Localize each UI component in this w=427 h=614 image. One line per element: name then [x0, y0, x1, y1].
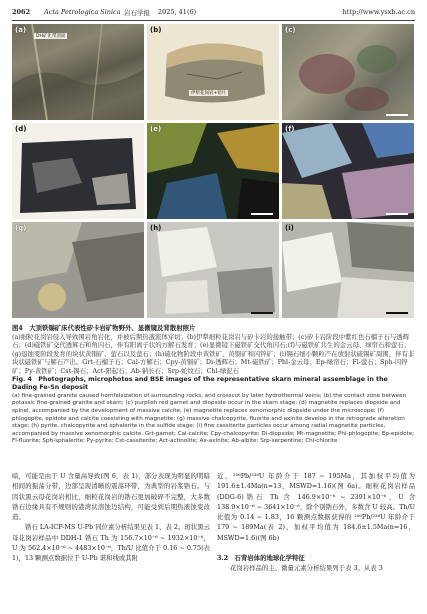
figure-panel-f	[282, 123, 414, 219]
figure-panel-b	[147, 24, 279, 120]
scale-bar	[386, 312, 408, 314]
panel-label-a: (a)	[15, 26, 27, 34]
scale-bar	[386, 114, 408, 116]
hand-specimen-image	[147, 24, 279, 120]
journal-name: Acta Petrologica Sinica	[44, 8, 121, 16]
rock-outcrop-image	[12, 24, 144, 120]
journal-url[interactable]: http://www.ysxb.ac.cn	[342, 8, 415, 16]
header-rule	[12, 20, 415, 21]
panel-label-g: (g)	[15, 224, 27, 232]
panel-label-d: (d)	[15, 125, 27, 133]
scale-bar	[251, 312, 273, 314]
page-number: 2062	[12, 8, 31, 16]
microphoto-magnetite-image	[147, 123, 279, 219]
figure-panel-e	[147, 123, 279, 219]
panel-label-f: (f)	[285, 125, 295, 133]
body-paragraph: 近，²⁰⁶Pb/²³⁸U 年龄介于 187 ~ 195Ma，其加权平均值为 191.6±1.4Ma(n=13，MSWD=1.16)(图 6a)。细粒花岗岩样品(DDG-6)锆石 Th 含 146.9×10⁻⁶ ~ 2391×10⁻⁶，U 含 138.9×10⁻⁶ ~ 3641×10⁻⁶，除个别锆石外，多数含 U 较高。Th/U 比值为 0.14 ~ 1.83，16 颗测点数据获得的 ²⁰⁶Pb/²³⁸U 年龄介于 179 ~ 189Ma(表 2)，加权平均值为 184.6±1.5Ma(n=16，MSWD=1.6)(图 6b)	[217, 472, 415, 542]
panel-tag-a: DH矿化带剖面	[36, 34, 66, 39]
panel-label-b: (b)	[150, 26, 162, 34]
figure-panel-g	[12, 222, 144, 318]
figure-panel-h	[147, 222, 279, 318]
panel-label-i: (i)	[285, 224, 294, 232]
page-header	[12, 8, 415, 20]
bse-sulfide-image	[147, 222, 279, 318]
figure-caption	[12, 324, 415, 446]
panel-tag-b: 伊犁花岗岩+铅片	[191, 91, 227, 96]
scale-bar	[386, 213, 408, 215]
section-heading: 3.2 石背岩体的地球化学特征	[217, 554, 305, 563]
body-paragraph: 花岗岩样品的主、微量元素分析结果列于表 3。从表 3	[230, 564, 383, 573]
figure-panel-d	[12, 123, 144, 219]
microphoto-phlogopite-image	[282, 123, 414, 219]
panel-label-h: (h)	[150, 224, 162, 232]
caption-title-cn: 图4 大顶铁锡矿床代表性矽卡岩矿物野外、显微镜及背散射照片	[12, 324, 196, 332]
chalcopyrite-specimen-image	[12, 222, 144, 318]
caption-title-en	[12, 376, 415, 393]
scale-bar	[251, 213, 273, 215]
caption-body-cn: (a)细粒花岗岩侵入导致围岩角岩化，并被后期热液流体穿切；(b)伊犁细粒花岗岩与矽卡岩的接触带；(c)矽卡岩阶段中紫红色石榴子石与透辉石；(d)磁铁矿交代透辉石和角闪石，伴有阳离子状的方解石发育；(e)显微镜下磁铁矿交代角闪石;(f)与磁铁矿共生的金云母、绿帘石和萤石；(g)退蚀变阶段发育的块状黄铜矿、萤石以及萤石；(h)硫化物阶段中黄铁矿、黄铜矿和闪锌矿；(i)锡石细小颗粒产在放射状硫锡矿周围，伴有非块状磁铁矿与解石产出。Grt-石榴子石；Cal-方解石；Cpy-黄铜矿；Di-透辉石；Mt-磁铁矿；Phl-金云母；Ep-绿帘石；Fl-萤石；Sph-闪锌矿；Py-黄铁矿；Cst-锡石；Act-阳起石；Ab-钠长石；Srp-蛇纹石；Chl-绿泥石	[12, 332, 415, 375]
panel-label-e: (e)	[150, 125, 162, 133]
garnet-diopside-image	[282, 24, 414, 120]
figure-grid	[12, 24, 415, 320]
caption-body-en: (a) fine-grained granite caused hornfelsization of surrounding rocks, and crosscut by later hydrothermal veins; (b) the contact zone between potassic fine-grained granite and skarn; (c) purplish red garnet and diopside occur in the skarn stage; (d) magnetite replaces diopside and spinel, accompanied by the development of massive calcite; (e) magnetite replaces xenomorphic diopside under the microscope; (f) phlogopite, epidote and calcite coexisting with magnetite; (g) massive chalcopyrite, fluorite and axinite develop in the retrograde alteration stage; (h) pyrite, chalcopyrite and sphalerite in the sulfide stage; (i) fine cassiterite particles occur among radial magnetite particles, accompanied by massive xenomorphic calcite. Grt-garnet; Cal-calcite; Cpy-chalcopyrite; Di-diopside; Mt-magnetite; Phl-phlogopite; Ep-epidote; Fl-fluorite; Sph-sphalerite; Py-pyrite; Cst-cassiterite; Act-actinolite; Ax-axinite; Ab-albite; Srp-serpentine; Chl-chlorite	[12, 392, 415, 445]
figure-panel-a	[12, 24, 144, 120]
body-column-right	[217, 471, 415, 574]
magnetite-specimen-image	[12, 123, 144, 219]
panel-label-c: (c)	[285, 26, 296, 34]
volume-info: 2025, 41(6)	[158, 8, 197, 16]
body-paragraph: 锆石 LA-ICP-MS U-Pb 同位素分析结果见表 1、表 2。斑状黑云母花岗岩样品中 DDH-1 锆石 Th 为 156.7×10⁻⁶ ~ 1932×10⁻⁶，U 为 562.4×10⁻⁶ ~ 4483×10⁻⁶，Th/U 比值介于 0.16 ~ 0.75(表 1)，13 颗测点数据位于 U-Pb 谐和线或其附	[12, 523, 210, 563]
caption-title-en-text: Fig. 4 Photographs, microphotos and BSE images of the representative skarn mineral assemblage in the Dading Fe-Sn deposit	[12, 375, 388, 392]
body-paragraph: 暗，可能是由于 U 含量高导致(图 6，表 1)，部分表现为明显的明暗相间的振荡分带，边部呈现清晰的震荡环带，为典型的岩浆锆石。与因状黑云母花岗岩相比，细粒花岗岩的锆石更加破碎不完整，大多数锆石边缘具有不规则的港湾状溶蚀边结构，可能受到后期热液蚀变改造。	[12, 472, 210, 522]
body-column-left	[12, 471, 210, 564]
journal-name-cn: 岩石学报	[124, 9, 150, 17]
figure-panel-c	[282, 24, 414, 120]
figure-panel-i	[282, 222, 414, 318]
bse-cassiterite-image	[282, 222, 414, 318]
